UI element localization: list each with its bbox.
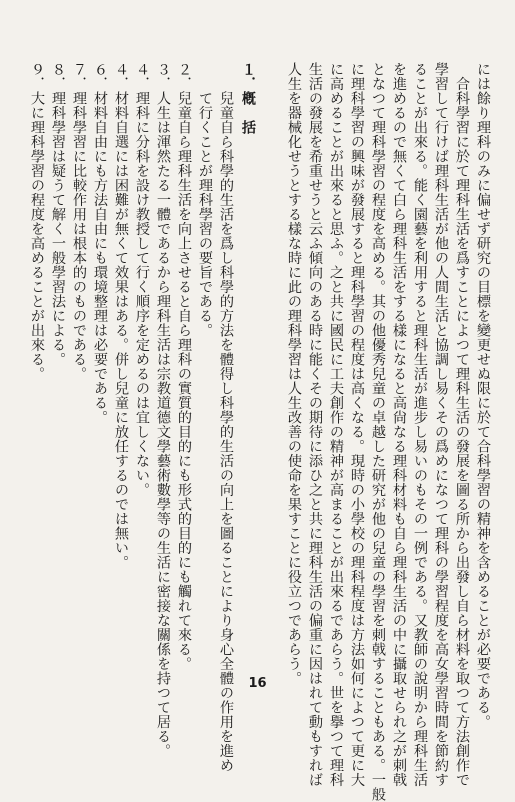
summary-item-6: ６．材料自由にも方法自由にも環境整理は必要である。 bbox=[92, 62, 108, 425]
text-line: には餘り理科のみに偏せず研究の目標を變更せぬ限に於て合科學習の精神を含めることが必要である。 bbox=[475, 62, 491, 729]
text-line: に高めることが出來ると思ふ。之と共に國民に工夫創作の精神が高まることが出來るであらう。世を擧つて理科 bbox=[328, 62, 344, 787]
summary-item-8: ８．理科學習は疑うて解く一般學習法による。 bbox=[50, 62, 66, 367]
text-line: ることが出來る。能く園藝を利用すると理科生活が進步し易いのもその一例である。又教師の說明から理科生活 bbox=[412, 62, 428, 787]
summary-item-1-cont: て行くことが理科學習の要旨である。 bbox=[197, 62, 213, 338]
summary-item-3: ３．人生は渾然たる一體であるから理科生活は宗教道德文學藝術數學等の生活に密接な關係を持つて居る。 bbox=[155, 62, 171, 758]
page-number: 16 bbox=[248, 676, 267, 691]
section-heading: １．槪 括 bbox=[240, 62, 256, 135]
text-line: 人生を器械化せうとする樣な時に此の理科學習は人生改善の使命を果すことに役立つであらう。 bbox=[286, 62, 302, 686]
summary-item-9: ９．大に理科學習の程度を高めることが出來る。 bbox=[29, 62, 45, 381]
summary-item-5: ４．材料自選には困難が無くて效果はある。併し兒童に放任するのでは無い。 bbox=[113, 62, 129, 570]
text-line: を進めるので無くて白ら理科生活をする樣になると高尙なる理科材料も自ら理科生活の中に攝取せられ之が刺戟 bbox=[391, 62, 407, 787]
summary-item-4: ４．理科に分科を設け教授して行く順序を定めるのは宜しくない。 bbox=[134, 62, 150, 497]
text-line: 學習して行けば理科生活が他の人間生活と協調し易くその爲めになつて理科の學習程度を高女學習時間を節約す bbox=[433, 62, 449, 787]
text-line: 合科學習に於て理科生活を爲すことによつて理科生活の發展を圖る所から出發し自ら材料を取つて方法創作で bbox=[454, 62, 470, 787]
text-line: に理科學習の興味が發展すると理科學習の程度は高くなる。現時の小學校の理科程度は方法如何によつて更に大 bbox=[349, 62, 365, 787]
summary-item-2: ２．兒童自ら理科生活を向上させると自ら理科の實質的目的にも形式的目的にも觸れて來る。 bbox=[176, 62, 192, 671]
summary-item-1: 兒童自ら科學的生活を爲し科學的方法を體得し科學的生活の向上を圖ることにより身心全體の作用を進め bbox=[218, 62, 234, 773]
text-line: 生活の發展を希重せうと云ふ傾向のある時に能くその期待に添ひ之と共に理科生活の偏重に因はれて動もすれば bbox=[307, 62, 323, 787]
text-line: となつて理科學習の程度を高める。其の他優秀兒童の卓越した研究が他の兒童の學習を刺戟することもある。一般 bbox=[370, 62, 386, 802]
summary-item-7: ７．理科學習に比較作用は根本的のものである。 bbox=[71, 62, 87, 381]
